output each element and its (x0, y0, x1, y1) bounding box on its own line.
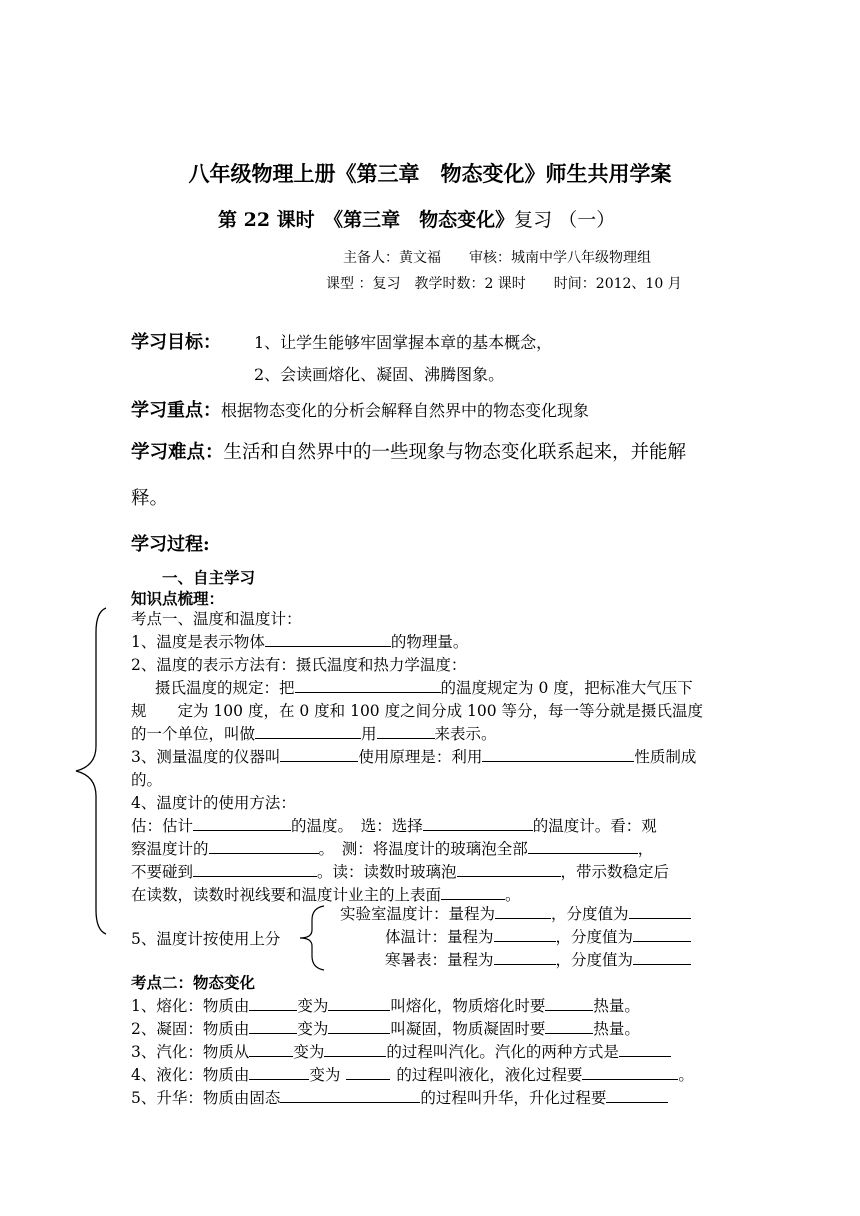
text-segment: 的物理量。 (390, 633, 469, 651)
blank-field[interactable] (295, 677, 441, 693)
text-segment: ，带示数稳定后 (560, 863, 670, 881)
text-segment: 在读数，读数时视线要和温度计业主的上表面 (131, 886, 442, 904)
text-segment: ，分度值为 (555, 928, 634, 946)
text-segment: 3、测量温度的仪器叫 (131, 748, 281, 766)
difficulty-text: 生活和自然界中的一些现象与物态变化联系起来，并能解 (223, 442, 687, 463)
blank-field[interactable] (545, 995, 593, 1011)
text-segment: 寒暑表：量程为 (385, 951, 494, 969)
text-segment: 的过程叫液化，液化过程要 (396, 1066, 583, 1084)
goal-item-1: 1、让学生能够牢固掌握本章的基本概念， (254, 333, 553, 352)
text-segment: 叫凝固，物质凝固时要 (390, 1020, 546, 1038)
blank-field[interactable] (457, 861, 561, 877)
blank-field[interactable] (193, 815, 291, 831)
text-segment: 估：估计 (131, 817, 194, 835)
point1-title: 考点一、温度和温度计： (131, 610, 302, 628)
blank-field[interactable] (633, 926, 691, 942)
left-brace-icon (72, 606, 108, 936)
point1-line-1 (131, 631, 468, 653)
blank-field[interactable] (494, 949, 556, 965)
point2-line-3 (131, 1041, 671, 1063)
text-segment: 变为 (297, 1020, 329, 1038)
text-segment: 察温度计的 (131, 840, 209, 858)
blank-field[interactable] (255, 723, 361, 739)
text-segment: 的一个单位，叫做 (131, 725, 256, 743)
small-brace-icon (298, 904, 328, 972)
point2-title: 考点二：物态变化 (131, 973, 256, 992)
blank-field[interactable] (606, 1087, 668, 1103)
text-segment: 来表示。 (434, 725, 497, 743)
blank-field[interactable] (482, 746, 634, 762)
text-segment: 不要碰到 (131, 863, 194, 881)
blank-field[interactable] (328, 1018, 390, 1034)
text-segment: ，分度值为 (555, 951, 634, 969)
blank-field[interactable] (324, 1041, 386, 1057)
blank-field[interactable] (495, 903, 551, 919)
text-segment: ，分度值为 (551, 905, 629, 923)
text-segment: 性质制成 (634, 748, 697, 766)
text-segment: 变为 (293, 1043, 325, 1061)
text-segment: 摄氏温度的规定：把 (155, 679, 295, 697)
text-segment: 变为 (309, 1066, 341, 1084)
text-segment: 热量。 (593, 1020, 640, 1038)
text-segment: 的温度规定为 0 度，把标准大气压下 (440, 679, 693, 697)
blank-field[interactable] (377, 723, 435, 739)
point1-line-2: 2、温度的表示方法有：摄氏温度和热力学温度： (131, 656, 467, 674)
blank-field[interactable] (249, 1064, 309, 1080)
blank-field[interactable] (528, 838, 638, 854)
text-segment: 。读：读数时玻璃泡 (317, 863, 457, 881)
process-label: 学习过程: (131, 534, 210, 555)
blank-field[interactable] (629, 903, 691, 919)
text-segment: 热量。 (593, 997, 640, 1015)
blank-field[interactable] (280, 746, 358, 762)
focus-text: 根据物态变化的分析会解释自然界中的物态变化现象 (221, 401, 590, 420)
blank-field[interactable] (423, 815, 533, 831)
subtitle (218, 205, 615, 232)
text-segment: 3、汽化：物质从 (131, 1043, 250, 1061)
blank-field[interactable] (249, 995, 297, 1011)
blank-field[interactable] (328, 995, 390, 1011)
blank-field[interactable] (582, 1064, 678, 1080)
text-segment: 。 (678, 1066, 694, 1084)
blank-field[interactable] (193, 861, 317, 877)
blank-field[interactable] (494, 926, 556, 942)
blank-field[interactable] (619, 1041, 671, 1057)
point1-line-8: 4、温度计的使用方法： (131, 794, 296, 812)
text-segment: 实验室温度计：量程为 (340, 905, 496, 923)
point1-line-7: 的。 (131, 771, 163, 789)
focus-row (131, 396, 589, 422)
focus-label: 学习重点： (131, 400, 221, 421)
text-segment: 4、液化：物质由 (131, 1066, 250, 1084)
thermo-body (385, 926, 691, 948)
difficulty-text-2: 释。 (131, 488, 169, 509)
difficulty-label: 学习难点： (131, 442, 224, 463)
knowledge-label: 知识点梳理： (131, 589, 225, 608)
text-segment: 变为 (297, 997, 329, 1015)
text-segment: 2、凝固：物质由 (131, 1020, 250, 1038)
point1-line-6 (131, 746, 696, 768)
blank-field[interactable] (633, 949, 691, 965)
blank-field[interactable] (209, 838, 319, 854)
point1-line-3 (155, 677, 693, 699)
meta-line-2: 课型 ：复习 教学时数：2 课时 时间：2012、10 月 (326, 276, 682, 292)
thermo-lab (340, 903, 691, 925)
goal-item-2: 2、会读画熔化、凝固、沸腾图象。 (254, 365, 505, 384)
subtitle-bold: 第 22 课时 《第三章 物态变化》 (218, 209, 515, 231)
text-segment: 用 (361, 725, 377, 743)
blank-field[interactable] (249, 1018, 297, 1034)
text-segment: 的过程叫汽化。汽化的两种方式是 (386, 1043, 619, 1061)
blank-field[interactable] (280, 1087, 420, 1103)
difficulty-row (131, 438, 686, 464)
blank-field[interactable] (265, 631, 391, 647)
point2-line-1 (131, 995, 640, 1017)
text-segment: 的温度。 选：选择 (291, 817, 423, 835)
text-segment: 叫熔化，物质熔化时要 (390, 997, 546, 1015)
text-segment: 1、温度是表示物体 (131, 633, 265, 651)
section-self-study: 一、自主学习 (162, 568, 256, 587)
text-segment: 使用原理是：利用 (358, 748, 483, 766)
blank-field[interactable] (441, 884, 505, 900)
point1-line-4: 规 定为 100 度，在 0 度和 100 度之间分成 100 等分，每一等分就是摄氏温度 (131, 702, 704, 720)
blank-field[interactable] (249, 1041, 293, 1057)
text-segment: 5、升华：物质由固态 (131, 1089, 281, 1107)
thermo-weather (385, 949, 691, 971)
point1-line-9 (131, 815, 657, 837)
subtitle-normal: 复习 （一） (514, 209, 616, 231)
page-title: 八年级物理上册《第三章 物态变化》师生共用学案 (188, 161, 672, 186)
point1-line-11 (131, 861, 669, 883)
goals-label: 学习目标： (131, 332, 221, 353)
text-segment: 的过程叫升华，升化过程要 (420, 1089, 607, 1107)
text-segment: 的温度计。看：观 (532, 817, 657, 835)
point2-line-4 (131, 1064, 694, 1086)
point2-line-2 (131, 1018, 640, 1040)
text-segment: 1、熔化：物质由 (131, 997, 250, 1015)
point2-line-5 (131, 1087, 668, 1109)
point1-line-5 (131, 723, 497, 745)
text-segment: 体温计：量程为 (385, 928, 494, 946)
text-segment: 。 测：将温度计的玻璃泡全部 (318, 840, 528, 858)
text-segment: ， (637, 840, 654, 858)
point1-line-13: 5、温度计按使用上分 (131, 930, 281, 948)
point1-line-10 (131, 838, 653, 860)
blank-field[interactable] (346, 1064, 390, 1080)
text-segment: 。 (505, 886, 521, 904)
blank-field[interactable] (545, 1018, 593, 1034)
meta-line-1: 主备人：黄文福 审核：城南中学八年级物理组 (343, 250, 651, 266)
